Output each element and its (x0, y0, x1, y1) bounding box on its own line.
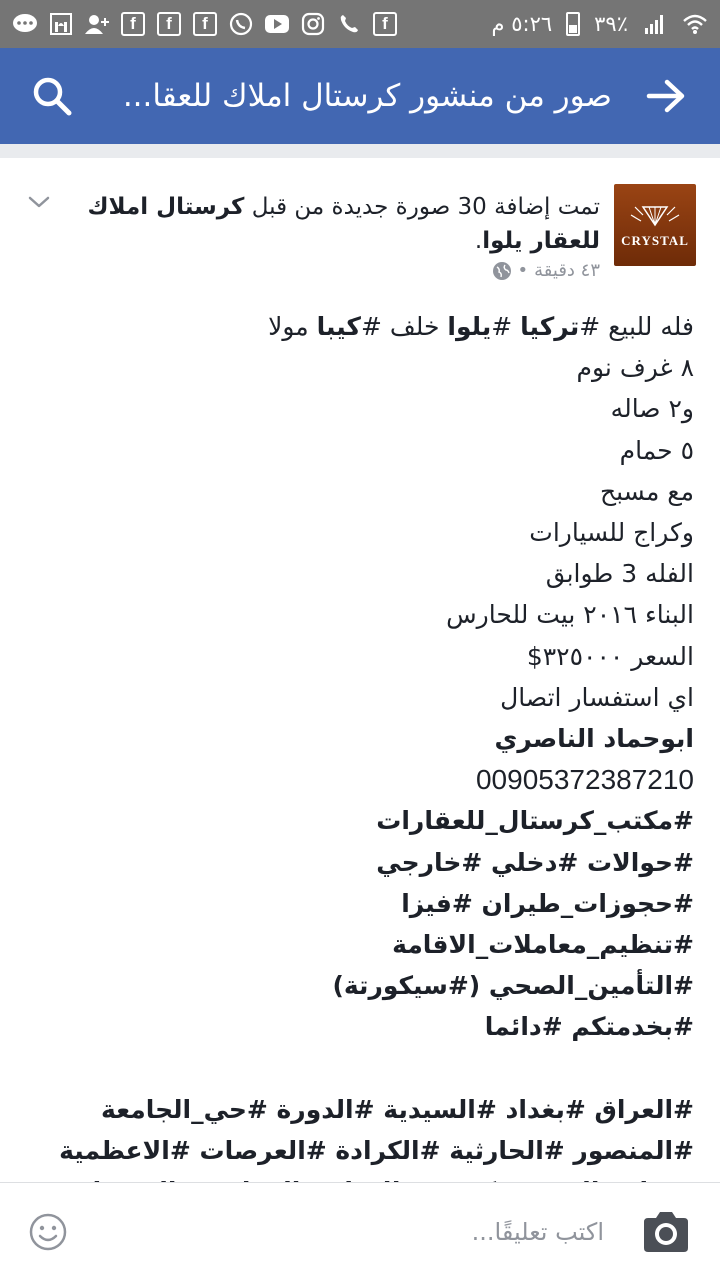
avatar-logo-text: CRYSTAL (621, 233, 689, 248)
search-icon (31, 75, 73, 117)
phone-number[interactable]: 00905372387210 (475, 764, 694, 796)
youtube-icon (264, 11, 290, 37)
text-span: خلف # (360, 312, 448, 341)
hashtag-line[interactable]: #العراق #بغداد #السيدية #الدورة #حي_الجامعة (100, 1094, 694, 1124)
hashtag-link[interactable]: كيبا (316, 312, 361, 341)
text-span: مولا (268, 312, 317, 341)
mosque-icon (48, 11, 74, 37)
post-header (24, 182, 696, 292)
hashtag-line[interactable]: #حوالات #دخلي #خارجي (376, 847, 694, 877)
text-span: فله للبيع # (579, 312, 694, 341)
post-body (24, 306, 694, 1212)
camera-icon[interactable] (640, 1210, 692, 1254)
facebook-icon: f (372, 11, 398, 37)
wifi-icon (682, 11, 708, 37)
hashtag-line[interactable]: #تنظيم_معاملات_الاقامة (392, 930, 694, 960)
post (0, 158, 720, 1182)
post-meta-end: . (474, 228, 483, 254)
facebook-icon: f (156, 11, 182, 37)
app-header (0, 48, 720, 144)
hashtag-line[interactable]: #مكتب_كرستال_للعقارات (376, 806, 694, 836)
post-line: مع مسبح (599, 476, 694, 506)
add-friend-icon (84, 11, 110, 37)
page-title: صور من منشور كرستال املاك للعقا... (122, 78, 612, 114)
post-meta (64, 190, 600, 258)
clock: ٥:٢٦ م (491, 12, 553, 36)
hashtag-link[interactable]: يلوا (447, 312, 492, 341)
post-line (24, 306, 694, 347)
comment-bar (0, 1182, 720, 1280)
whatsapp-icon (228, 11, 254, 37)
instagram-icon (300, 11, 326, 37)
post-line: ابوحماد الناصري (494, 724, 694, 754)
viber-icon (336, 11, 362, 37)
crystal-logo-icon (627, 201, 683, 227)
battery-icon (566, 12, 580, 36)
post-line: وكراج للسيارات (529, 518, 694, 548)
hashtag-link[interactable]: تركيا (520, 312, 580, 341)
post-timestamp[interactable] (492, 260, 601, 281)
notification-icons (12, 11, 398, 37)
post-line: و٢ صاله (610, 394, 694, 424)
hashtag-line[interactable]: #بخدمتكم #دائما (484, 1012, 694, 1042)
post-meta-text: تمت إضافة 30 صورة جديدة من قبل (244, 194, 600, 220)
back-button[interactable] (642, 72, 690, 120)
separator-dot: • (517, 260, 529, 281)
facebook-icon: f (192, 11, 218, 37)
hashtag-line[interactable]: #حجوزات_طيران #فيزا (401, 888, 694, 918)
emoji-icon[interactable] (28, 1212, 68, 1252)
avatar[interactable] (614, 184, 696, 266)
chat-bubble-icon (12, 11, 38, 37)
signal-icon (642, 11, 668, 37)
text-span: # (491, 312, 521, 341)
chevron-down-icon[interactable] (24, 190, 54, 214)
post-line: اي استفسار اتصال (500, 682, 694, 712)
post-author-link[interactable]: كرستال املاك للعقار يلوا (87, 194, 600, 254)
post-time: ٤٣ دقيقة (534, 260, 600, 281)
post-line: السعر ٣٢٥٠٠٠$ (526, 641, 694, 671)
post-line: ٥ حمام (619, 435, 694, 465)
feed-divider (0, 144, 720, 158)
hashtag-line[interactable]: #المنصور #الحارثية #الكرادة #العرصات #الاعظمية (59, 1136, 694, 1166)
status-system (492, 11, 708, 37)
search-button[interactable] (28, 72, 76, 120)
globe-icon (492, 261, 512, 281)
arrow-right-icon (646, 79, 686, 113)
post-line: الفله 3 طوابق (545, 559, 694, 589)
facebook-icon: f (120, 11, 146, 37)
post-line-blank (24, 1048, 694, 1089)
post-line: ٨ غرف نوم (576, 353, 694, 383)
status-bar (0, 0, 720, 48)
post-line: البناء ٢٠١٦ بيت للحارس (446, 600, 694, 630)
comment-input[interactable]: اكتب تعليقًا... (471, 1217, 604, 1246)
battery-percent: ٪٣٩ (594, 12, 628, 36)
hashtag-line[interactable]: #التأمين_الصحي (#سيكورتة) (332, 971, 694, 1001)
